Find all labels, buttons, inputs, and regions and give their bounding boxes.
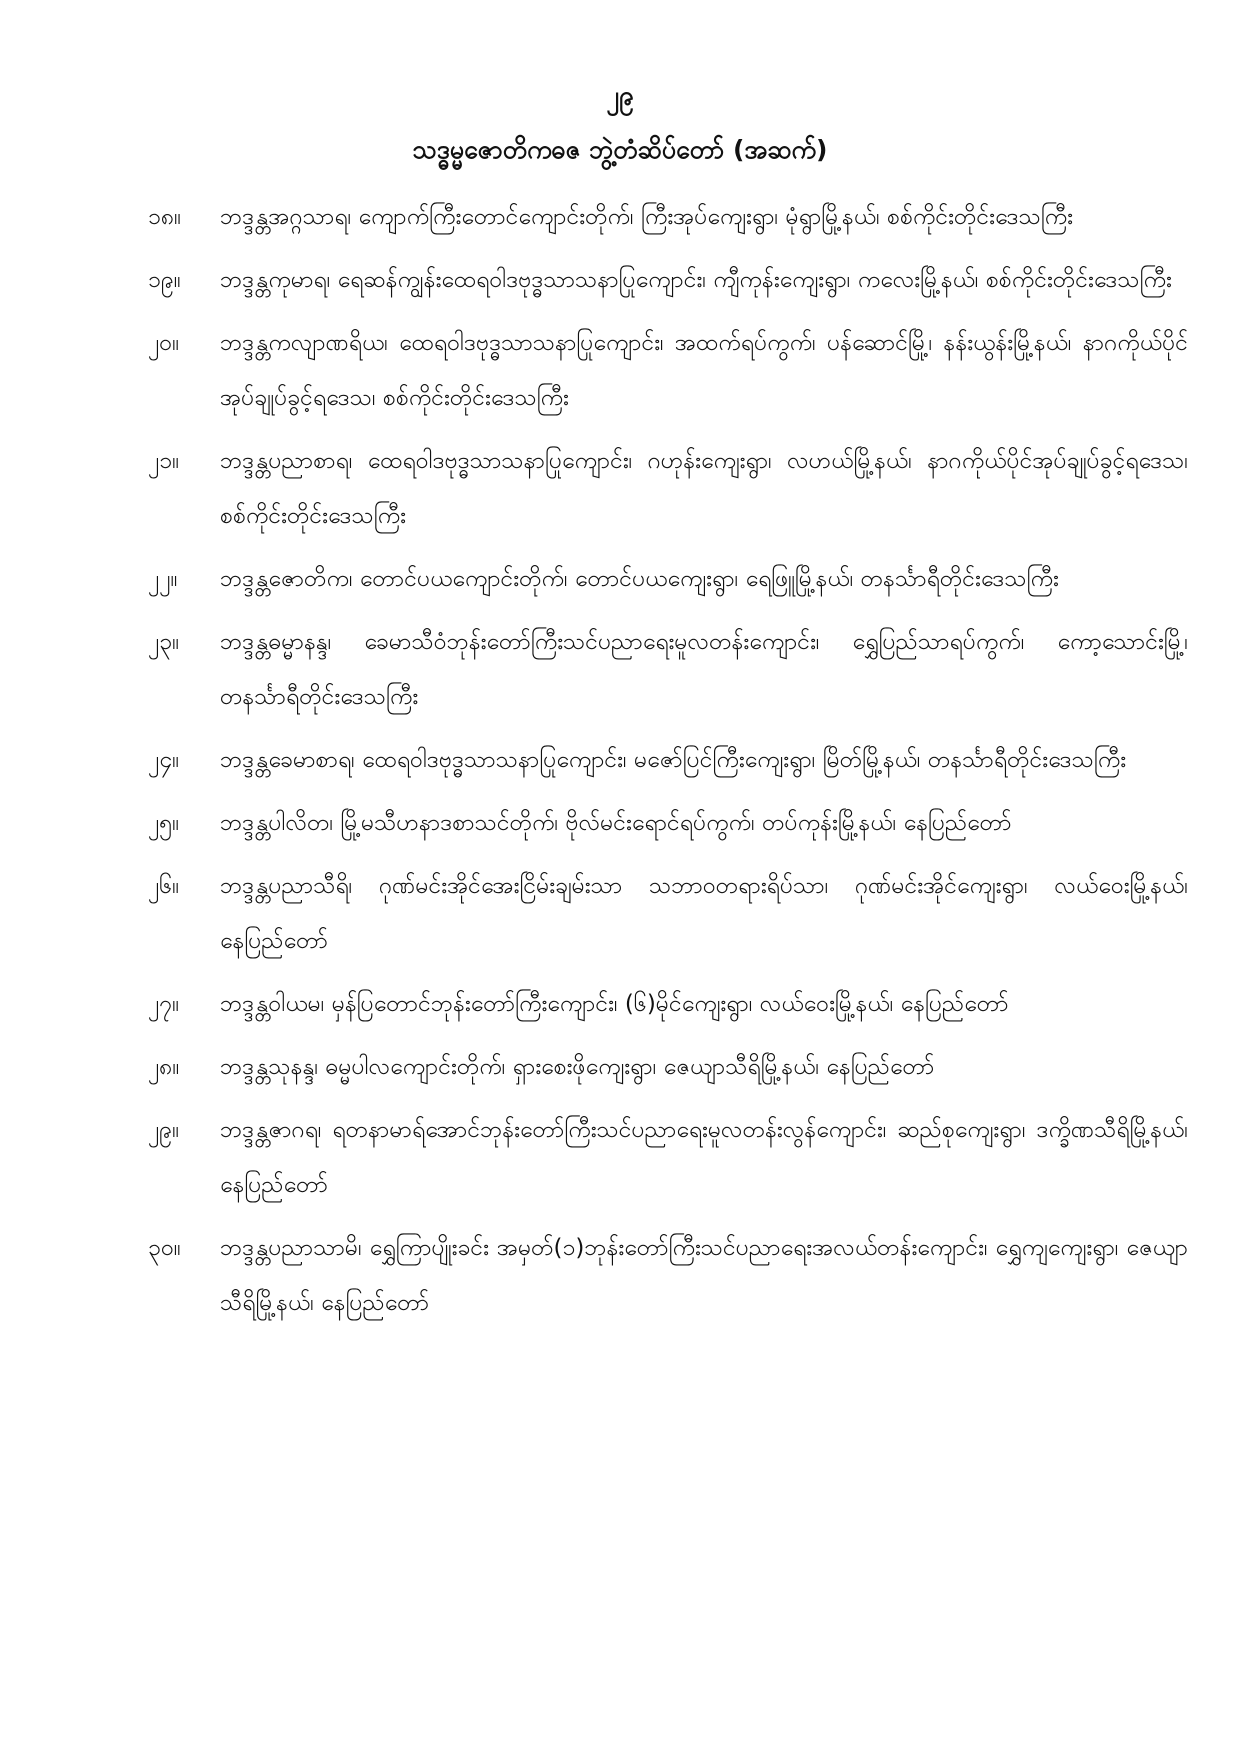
item-text: ဘဒ္ဒန္တဝါယမ၊ မှန်ပြတောင်ဘုန်းတော်ကြီးကျောင်း၊ (၆)မိုင်ကျေးရွာ၊ လယ်ဝေးမြို့နယ်၊ နေပြည်တော် — [220, 991, 1009, 1017]
item-text: ဘဒ္ဒန္တအဂ္ဂသာရ၊ ကျောက်ကြီးတောင်ကျောင်းတိုက်၊ ကြီးအုပ်ကျေးရွာ၊ မုံရွာမြို့နယ်၊ စစ်ကိုင်းတိုင်းဒေသကြီး — [220, 204, 1074, 230]
item-text: ဘဒ္ဒန္တသုနန္ဒ၊ ဓမ္မပါလကျောင်းတိုက်၊ ရှားစေးဖိုကျေးရွာ၊ ဇေယျာသီရိမြို့နယ်၊ နေပြည်တော် — [220, 1054, 935, 1080]
item-text: ဘဒ္ဒန္တပညာစာရ၊ ထေရဝါဒဗုဒ္ဓသာသနာပြုကျောင်း၊ ဂဟုန်းကျေးရွာ၊ လဟယ်မြို့နယ်၊ နာဂကိုယ်ပိုင်အုပ်ချုပ်ခွင့်ရဒေသ၊ စစ်ကိုင်းတိုင်းဒေသကြီး — [220, 448, 1188, 529]
list-item — [148, 1221, 1188, 1331]
item-number: ၁၈။ — [148, 204, 182, 230]
item-number: ၂၈။ — [148, 1054, 180, 1080]
list-item — [148, 977, 1188, 1032]
award-recipient-list — [148, 190, 1188, 1339]
list-item — [148, 1103, 1188, 1213]
item-number: ၂၇။ — [148, 991, 180, 1017]
item-number: ၂၀။ — [148, 330, 180, 356]
list-item — [148, 434, 1188, 544]
list-item — [148, 615, 1188, 725]
item-number: ၂၁။ — [148, 448, 180, 474]
list-item — [148, 859, 1188, 969]
item-text: ဘဒ္ဒန္တပညာသီရိ၊ ဂုဏ်မင်းအိုင်အေးငြိမ်းချမ်းသာ သဘာဝတရားရိပ်သာ၊ ဂုဏ်မင်းအိုင်ကျေးရွာ၊ လယ်ဝေးမြို့နယ်၊ နေပြည်တော် — [220, 873, 1188, 954]
item-number: ၂၅။ — [148, 810, 180, 836]
list-item — [148, 552, 1188, 607]
item-number: ၁၉။ — [148, 267, 181, 293]
list-item — [148, 796, 1188, 851]
page-number: ၂၉ — [606, 81, 634, 111]
item-text: ဘဒ္ဒန္တပညာသာမိ၊ ရွှေကြာပျိုးခင်း အမှတ်(၁)ဘုန်းတော်ကြီးသင်ပညာရေးအလယ်တန်းကျောင်း၊ ရွှေကျကျေးရွာ၊ ဇေယျာသီရိမြို့နယ်၊ နေပြည်တော် — [220, 1235, 1188, 1316]
list-item — [148, 316, 1188, 426]
list-item — [148, 190, 1188, 245]
item-text: ဘဒ္ဒန္တကလျာဏရိယ၊ ထေရဝါဒဗုဒ္ဓသာသနာပြုကျောင်း၊ အထက်ရပ်ကွက်၊ ပန်ဆောင်မြို့၊ နန်းယွန်းမြို့နယ်၊ နာဂကိုယ်ပိုင်အုပ်ချုပ်ခွင့်ရဒေသ၊ စစ်ကိုင်းတိုင်းဒေသကြီး — [220, 330, 1188, 411]
item-number: ၂၆။ — [148, 873, 180, 899]
item-text: ဘဒ္ဒန္တဓမ္မာနန္ဒ၊ ခေမာသီဝံဘုန်းတော်ကြီးသင်ပညာရေးမူလတန်းကျောင်း၊ ရွှေပြည်သာရပ်ကွက်၊ ကော့သောင်းမြို့၊ တနင်္သာရီတိုင်းဒေသကြီး — [220, 629, 1188, 710]
item-text: ဘဒ္ဒန္တကုမာရ၊ ရေဆန်ကျွန်းထေရဝါဒဗုဒ္ဓသာသနာပြုကျောင်း၊ ကျီကုန်းကျေးရွာ၊ ကလေးမြို့နယ်၊ စစ်ကိုင်းတိုင်းဒေသကြီး — [220, 267, 1172, 293]
item-number: ၂၄။ — [148, 747, 180, 773]
list-item — [148, 253, 1188, 308]
item-text: ဘဒ္ဒန္တဇာဂရ၊ ရတနာမာရ်အောင်ဘုန်းတော်ကြီးသင်ပညာရေးမူလတန်းလွန်ကျောင်း၊ ဆည်စုကျေးရွာ၊ ဒက္ခိဏသီရိမြို့နယ်၊ နေပြည်တော် — [220, 1117, 1188, 1198]
item-number: ၂၉။ — [148, 1117, 180, 1143]
list-item — [148, 733, 1188, 788]
list-item — [148, 1040, 1188, 1095]
item-text: ဘဒ္ဒန္တဇောတိက၊ တောင်ပယကျောင်းတိုက်၊ တောင်ပယကျေးရွာ၊ ရေဖြူမြို့နယ်၊ တနင်္သာရီတိုင်းဒေသကြီး — [220, 566, 1059, 592]
item-text: ဘဒ္ဒန္တခေမာစာရ၊ ထေရဝါဒဗုဒ္ဓသာသနာပြုကျောင်း၊ မဇော်ပြင်ကြီးကျေးရွာ၊ မြိတ်မြို့နယ်၊ တနင်္သာရီတိုင်းဒေသကြီး — [220, 747, 1127, 773]
page-title: သဒ္ဓမ္မဇောတိကဓဇ ဘွဲ့တံဆိပ်တော် (အဆက်) — [412, 135, 828, 164]
item-number: ၃၀။ — [148, 1235, 181, 1261]
item-number: ၂၃။ — [148, 629, 180, 655]
item-text: ဘဒ္ဒန္တပါလိတ၊ မြို့မသီဟနာဒစာသင်တိုက်၊ ဗိုလ်မင်းရောင်ရပ်ကွက်၊ တပ်ကုန်းမြို့နယ်၊ နေပြည်တော် — [220, 810, 1012, 836]
item-number: ၂၂။ — [148, 566, 178, 592]
